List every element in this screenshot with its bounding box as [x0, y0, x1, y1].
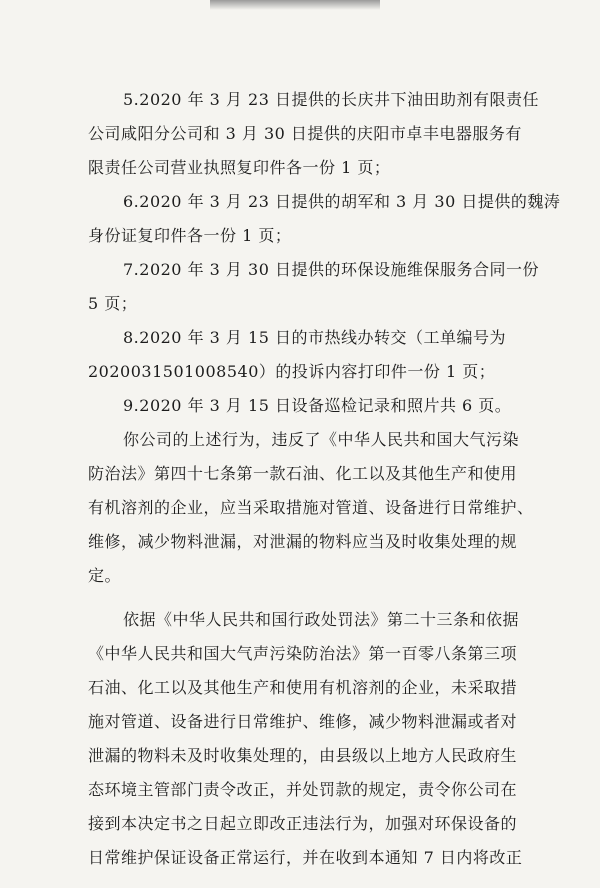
paragraph-9-line-1: 9.2020 年 3 月 15 日设备巡检记录和照片共 6 页。 [123, 396, 512, 415]
paragraph-7-line-2: 5 页； [88, 294, 138, 313]
violation-paragraph-line-2: 防治法》第四十七条第一款石油、化工以及其他生产和使用 [88, 464, 518, 483]
paragraph-5-line-2: 公司咸阳分公司和 3 月 30 日提供的庆阳市卓丰电器服务有 [88, 124, 522, 143]
paragraph-8-line-1: 8.2020 年 3 月 15 日的市热线办转交（工单编号为 [123, 328, 506, 347]
legal-basis-line-8: 日常维护保证设备正常运行，并在收到本通知 7 日内将改正 [88, 848, 523, 867]
legal-basis-line-1: 依据《中华人民共和国行政处罚法》第二十三条和依据 [123, 610, 520, 629]
paragraph-6-line-2: 身份证复印件各一份 1 页； [88, 226, 292, 245]
legal-basis-line-7: 接到本决定书之日起立即改正违法行为，加强对环保设备的 [88, 814, 518, 833]
legal-basis-line-5: 泄漏的物料未及时收集处理的，由县级以上地方人民政府生 [88, 746, 518, 765]
violation-paragraph-line-1: 你公司的上述行为，违反了《中华人民共和国大气污染 [123, 430, 520, 449]
paragraph-7-line-1: 7.2020 年 3 月 30 日提供的环保设施维保服务合同一份 [123, 260, 539, 279]
scan-edge-shadow [210, 0, 380, 10]
paragraph-5-line-1: 5.2020 年 3 月 23 日提供的长庆井下油田助剂有限责任 [123, 90, 539, 109]
violation-paragraph-line-3: 有机溶剂的企业，应当采取措施对管道、设备进行日常维护、 [88, 498, 534, 517]
paragraph-5-line-3: 限责任公司营业执照复印件各一份 1 页； [88, 158, 391, 177]
legal-basis-line-2: 《中华人民共和国大气声污染防治法》第一百零八条第三项 [88, 644, 518, 663]
legal-basis-line-4: 施对管道、设备进行日常维护、维修，减少物料泄漏或者对 [88, 712, 518, 731]
paragraph-6-line-1: 6.2020 年 3 月 23 日提供的胡军和 3 月 30 日提供的魏涛 [123, 192, 561, 211]
paragraph-8-line-2: 2020031501008540）的投诉内容打印件一份 1 页； [88, 362, 496, 381]
violation-paragraph-line-4: 维修，减少物料泄漏，对泄漏的物料应当及时收集处理的规 [88, 532, 518, 551]
violation-paragraph-line-5: 定。 [88, 566, 122, 585]
legal-basis-line-3: 石油、化工以及其他生产和使用有机溶剂的企业，未采取措 [88, 678, 518, 697]
legal-basis-line-6: 态环境主管部门责令改正，并处罚款的规定，责令你公司在 [88, 780, 518, 799]
